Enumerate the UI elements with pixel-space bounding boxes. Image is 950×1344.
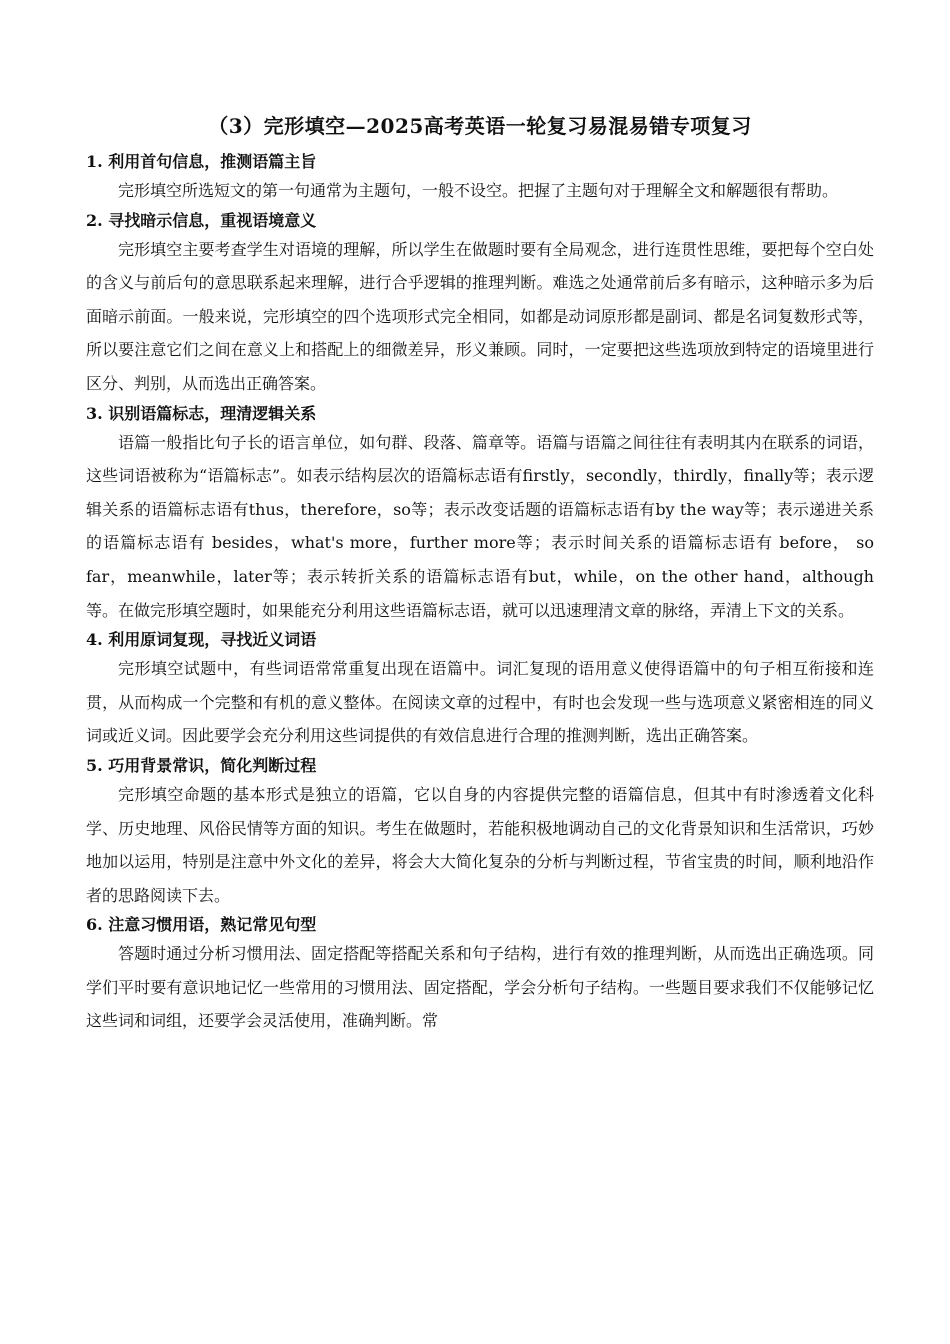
section-heading: 4. 利用原词复现，寻找近义词语	[86, 630, 317, 650]
section-heading: 6. 注意习惯用语，熟记常见句型	[86, 915, 317, 935]
section-body: 完形填空命题的基本形式是独立的语篇，它以自身的内容提供完整的语篇信息，但其中有时渗透着文化科学、历史地理、风俗民情等方面的知识。考生在做题时，若能积极地调动自己的文化背景知识和生活常识，巧妙地加以运用，特别是注意中外文化的差异，将会大大简化复杂的分析与判断过程，节省宝贵的时间，顺利地沿作者的思路阅读下去。	[86, 784, 874, 905]
section-5	[86, 754, 874, 912]
section-2	[86, 209, 874, 401]
section-body: 完形填空试题中，有些词语常常重复出现在语篇中。词汇复现的语用意义使得语篇中的句子相互衔接和连贯，从而构成一个完整和有机的意义整体。在阅读文章的过程中，有时也会发现一些与选项意义紧密相连的同义词或近义词。因此要学会充分利用这些词提供的有效信息进行合理的推测判断，选出正确答案。	[86, 659, 874, 746]
section-4	[86, 628, 874, 753]
section-6	[86, 913, 874, 1038]
section-heading: 3. 识别语篇标志，理清逻辑关系	[86, 403, 317, 423]
section-body: 完形填空主要考查学生对语境的理解，所以学生在做题时要有全局观念，进行连贯性思维，要把每个空白处的含义与前后句的意思联系起来理解，进行合乎逻辑的推理判断。难选之处通常前后多有暗示，这种暗示多为后面暗示前面。一般来说，完形填空的四个选项形式完全相同，如都是动词原形都是副词、都是名词复数形式等，所以要注意它们之间在意义上和搭配上的细微差异，形义兼顾。同时，一定要把这些选项放到特定的语境里进行区分、判别，从而选出正确答案。	[86, 239, 874, 393]
section-1	[86, 150, 874, 208]
section-body: 答题时通过分析习惯用法、固定搭配等搭配关系和句子结构，进行有效的推理判断，从而选出正确选项。同学们平时要有意识地记忆一些常用的习惯用法、固定搭配，学会分析句子结构。一些题目要求我们不仅能够记忆这些词和词组，还要学会灵活使用，准确判断。常	[86, 944, 874, 1031]
section-heading: 2. 寻找暗示信息，重视语境意义	[86, 210, 317, 230]
section-heading: 1. 利用首句信息，推测语篇主旨	[86, 152, 317, 171]
section-body: 语篇一般指比句子长的语言单位，如句群、段落、篇章等。语篇与语篇之间往往有表明其内在联系的词语，这些词语被称为“语篇标志”。如表示结构层次的语篇标志语有firstly，secondly，thirdly，finally等；表示逻辑关系的语篇标志语有thus，therefore，so等；表示改变话题的语篇标志语有by the way等；表示递进关系的语篇标志语有 besides，what's more，further more等；表示时间关系的语篇标志语有 before， so far，meanwhile，later等；表示转折关系的语篇标志语有but，while，on the other hand，although等。在做完形填空题时，如果能充分利用这些语篇标志语，就可以迅速理清文章的脉络，弄清上下文的关系。	[86, 432, 874, 620]
section-3	[86, 402, 874, 628]
section-heading: 5. 巧用背景常识，简化判断过程	[86, 755, 317, 775]
page-title: （3）完形填空—2025高考英语一轮复习易混易错专项复习	[208, 114, 752, 138]
section-body: 完形填空所选短文的第一句通常为主题句，一般不设空。把握了主题句对于理解全文和解题很有帮助。	[118, 181, 839, 200]
